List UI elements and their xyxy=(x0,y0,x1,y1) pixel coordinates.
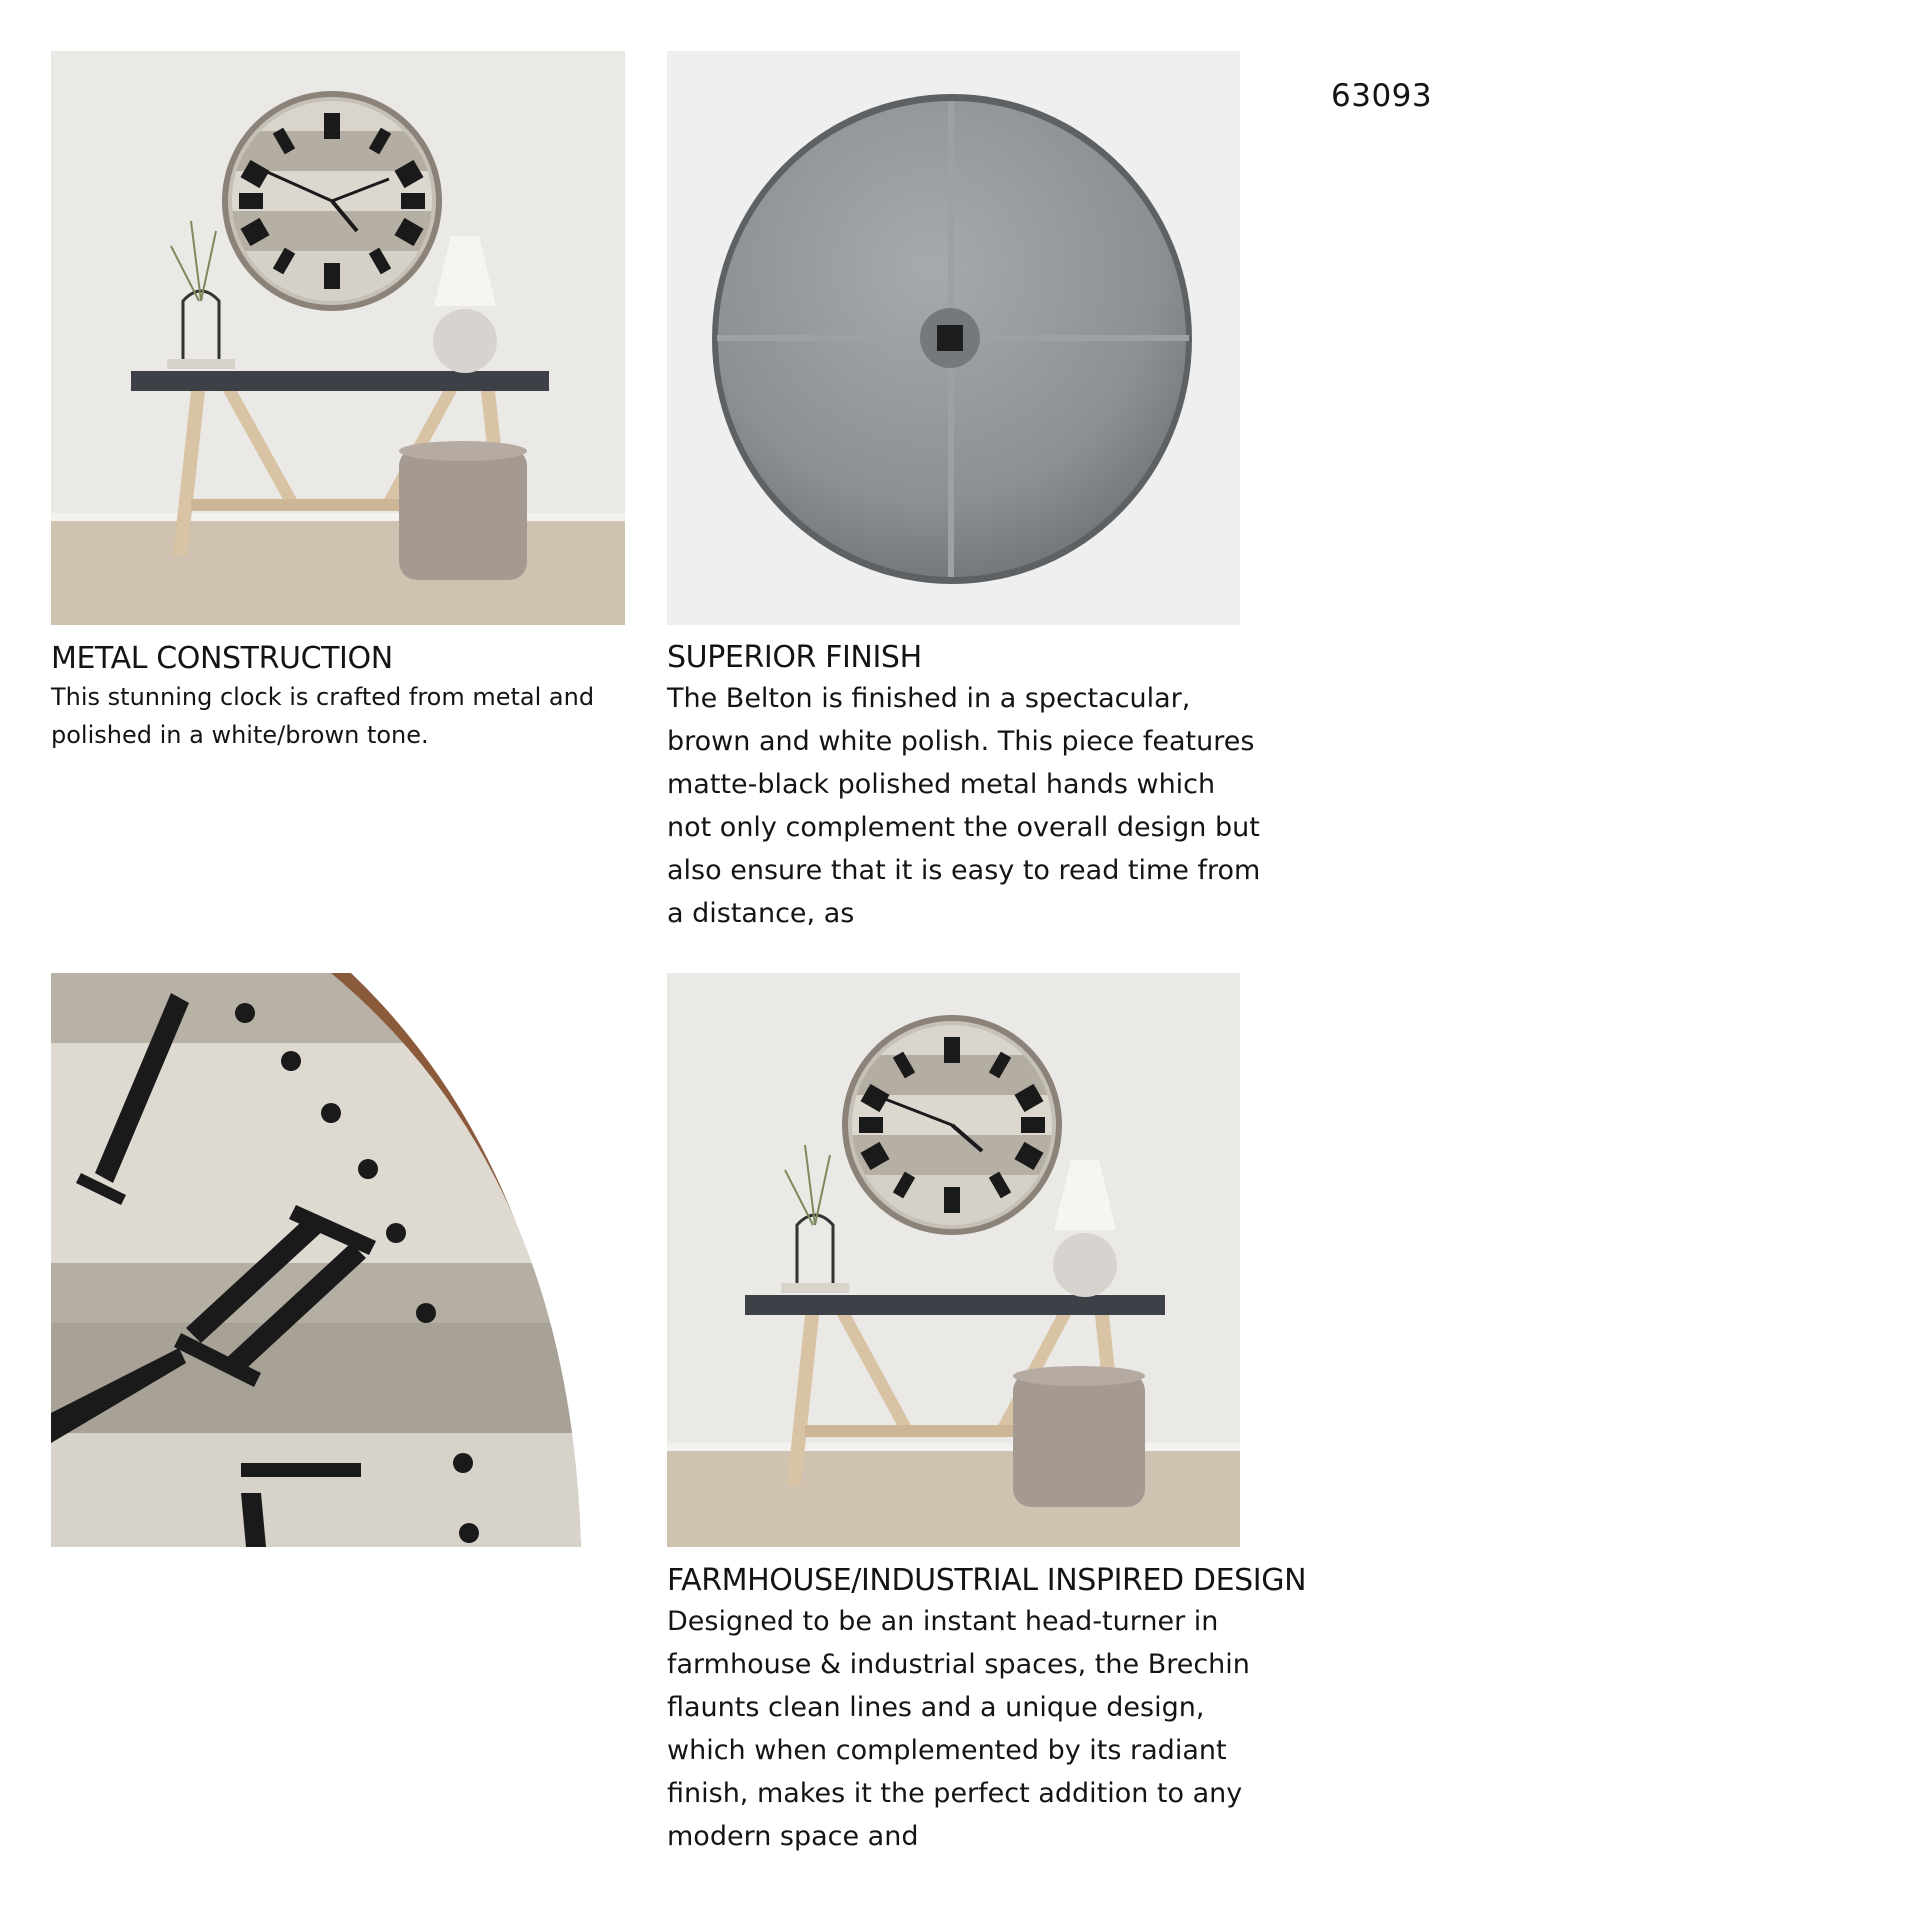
clock-detail-photo xyxy=(51,973,581,1547)
clock-back-image xyxy=(667,51,1240,625)
pouf-2 xyxy=(1013,1373,1145,1507)
room-scene-image-2 xyxy=(667,973,1240,1547)
console-table xyxy=(131,371,549,391)
room-scene-photo xyxy=(51,51,625,625)
sku-number: 63093 xyxy=(1331,78,1433,114)
farmhouse-design-heading: FARMHOUSE/INDUSTRIAL INSPIRED DESIGN xyxy=(667,1563,1307,1598)
clock-detail-image xyxy=(51,973,581,1547)
pouf xyxy=(399,448,527,580)
metal-construction-heading: METAL CONSTRUCTION xyxy=(51,641,393,676)
farmhouse-design-text: Designed to be an instant head-turner in farmhouse & industrial spaces, the Brechin flaunts clean lines and a unique design, which when complemented by its radiant finish, makes it the perfect addition to any modern space and xyxy=(667,1606,1250,1852)
superior-finish-heading: SUPERIOR FINISH xyxy=(667,640,922,675)
metal-construction-text: This stunning clock is crafted from metal and polished in a white/brown tone. xyxy=(51,683,595,749)
superior-finish-text: The Belton is finished in a spectacular, brown and white polish. This piece features matte-black polished metal hands which not only complement the overall design but also ensure that it is easy to read time from a distance, as xyxy=(667,683,1261,929)
room-scene-photo-2 xyxy=(667,973,1240,1547)
clock-movement xyxy=(937,325,963,351)
room-scene-image xyxy=(51,51,625,625)
console-table-2 xyxy=(745,1295,1165,1315)
clock-back-photo xyxy=(667,51,1240,625)
